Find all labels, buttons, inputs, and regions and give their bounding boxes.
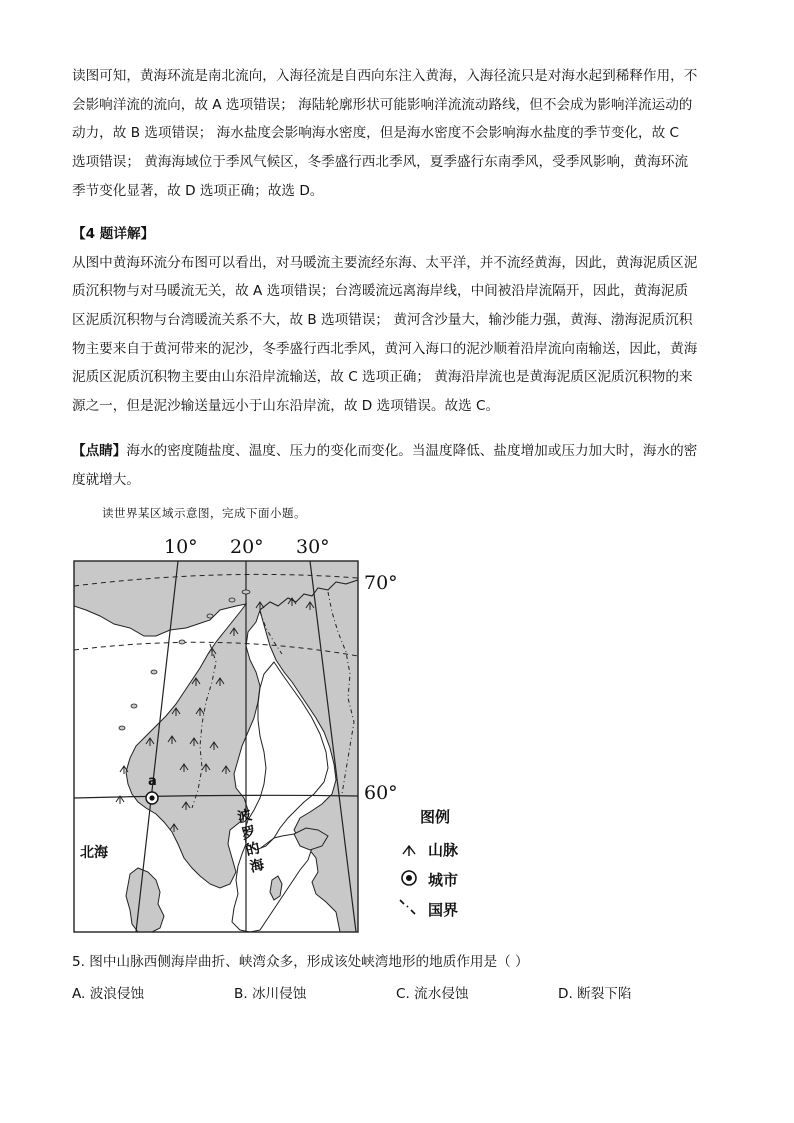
north-sea-label: 北海 [80, 845, 108, 861]
option-d[interactable]: D. 断裂下陷 [558, 986, 632, 1002]
text-line: 泥质区泥质沉积物主要由山东沿岸流输送，故 C 选项正确； 黄海沿岸流也是黄海泥质区泥质沉积物的来 [72, 369, 693, 386]
legend-title: 图例 [420, 808, 451, 826]
baltic-char: 的 [244, 840, 262, 860]
dianjing-text-line: 海水的密度随盐度、温度、压力的变化而变化。当温度降低、盐度增加或压力加大时，海水的密 [126, 443, 698, 459]
legend-border-icon [400, 900, 415, 914]
scandinavia-map [60, 532, 480, 937]
legend-mountain-label: 山脉 [428, 841, 459, 859]
section-heading-4: 【4 题详解】 [72, 226, 155, 242]
dianjing-note [72, 437, 722, 494]
baltic-char: 波 [235, 807, 254, 827]
baltic-char: 罗 [240, 823, 258, 843]
text-line: 物主要来自于黄河带来的泥沙，冬季盛行西北季风，黄河入海口的泥沙顺着沿岸流向南输送，因此，黄海 [72, 340, 698, 357]
question-5: 5. 图中山脉西侧海岸曲折、峡湾众多，形成该处峡湾地形的地质作用是（ ） [72, 954, 529, 970]
explanation-4 [72, 220, 722, 421]
text-line: 季节变化显著，故 D 选项正确；故选 D。 [72, 182, 324, 199]
text-line: 会影响洋流的流向，故 A 选项错误； 海陆轮廓形状可能影响洋流流动路线，但不会成为影响洋流运动的 [72, 96, 693, 113]
text-line: 从图中黄海环流分布图可以看出，对马暖流主要流经东海、太平洋，并不流经黄海，因此，黄海泥质区泥 [72, 254, 698, 271]
map-figure [60, 532, 480, 937]
legend-city-label: 城市 [428, 871, 459, 889]
lat-label-60: 60° [364, 782, 398, 804]
legend-mountain-icon [403, 846, 415, 856]
text-line: 区泥质沉积物与台湾暖流关系不大，故 B 选项错误； 黄河含沙量大，输沙能力强，黄海、渤海泥质沉积 [72, 312, 693, 329]
city-marker-dot [149, 795, 154, 800]
dianjing-label: 【点睛】 [72, 443, 127, 459]
text-line: 读图可知，黄海环流是南北流向，入海径流是自西向东注入黄海，入海径流只是对海水起到稀释作用，不 [72, 68, 698, 84]
option-a[interactable]: A. 波浪侵蚀 [72, 986, 145, 1002]
text-line: 源之一，但是泥沙输送量远小于山东沿岸流，故 D 选项错误。故选 C。 [72, 398, 500, 415]
legend-border-label: 国界 [428, 901, 459, 919]
city-label: a [148, 774, 157, 789]
lon-label-20: 20° [230, 536, 264, 558]
lat-label-70: 70° [364, 572, 398, 594]
explanation-paragraph-3 [72, 62, 722, 205]
lon-label-10: 10° [164, 536, 198, 558]
map-caption: 读世界某区域示意图，完成下面小题。 [102, 506, 306, 520]
island-gotland [270, 876, 282, 900]
lon-label-30: 30° [296, 536, 330, 558]
dianjing-text-line: 度就增大。 [72, 471, 140, 488]
text-line: 质沉积物与对马暖流无关，故 A 选项错误；台湾暖流远离海岸线，中间被沿岸流隔开，因此，黄海泥质 [72, 283, 689, 300]
text-line: 动力，故 B 选项错误； 海水盐度会影响海水密度，但是海水密度不会影响海水盐度的季节变化，故 C [72, 125, 680, 142]
baltic-char: 海 [248, 856, 266, 876]
option-b[interactable]: B. 冰川侵蚀 [234, 986, 307, 1002]
option-c[interactable]: C. 流水侵蚀 [396, 986, 469, 1002]
text-line: 选项错误； 黄海海域位于季风气候区，冬季盛行西北季风，夏季盛行东南季风，受季风影响，黄海环流 [72, 154, 689, 171]
